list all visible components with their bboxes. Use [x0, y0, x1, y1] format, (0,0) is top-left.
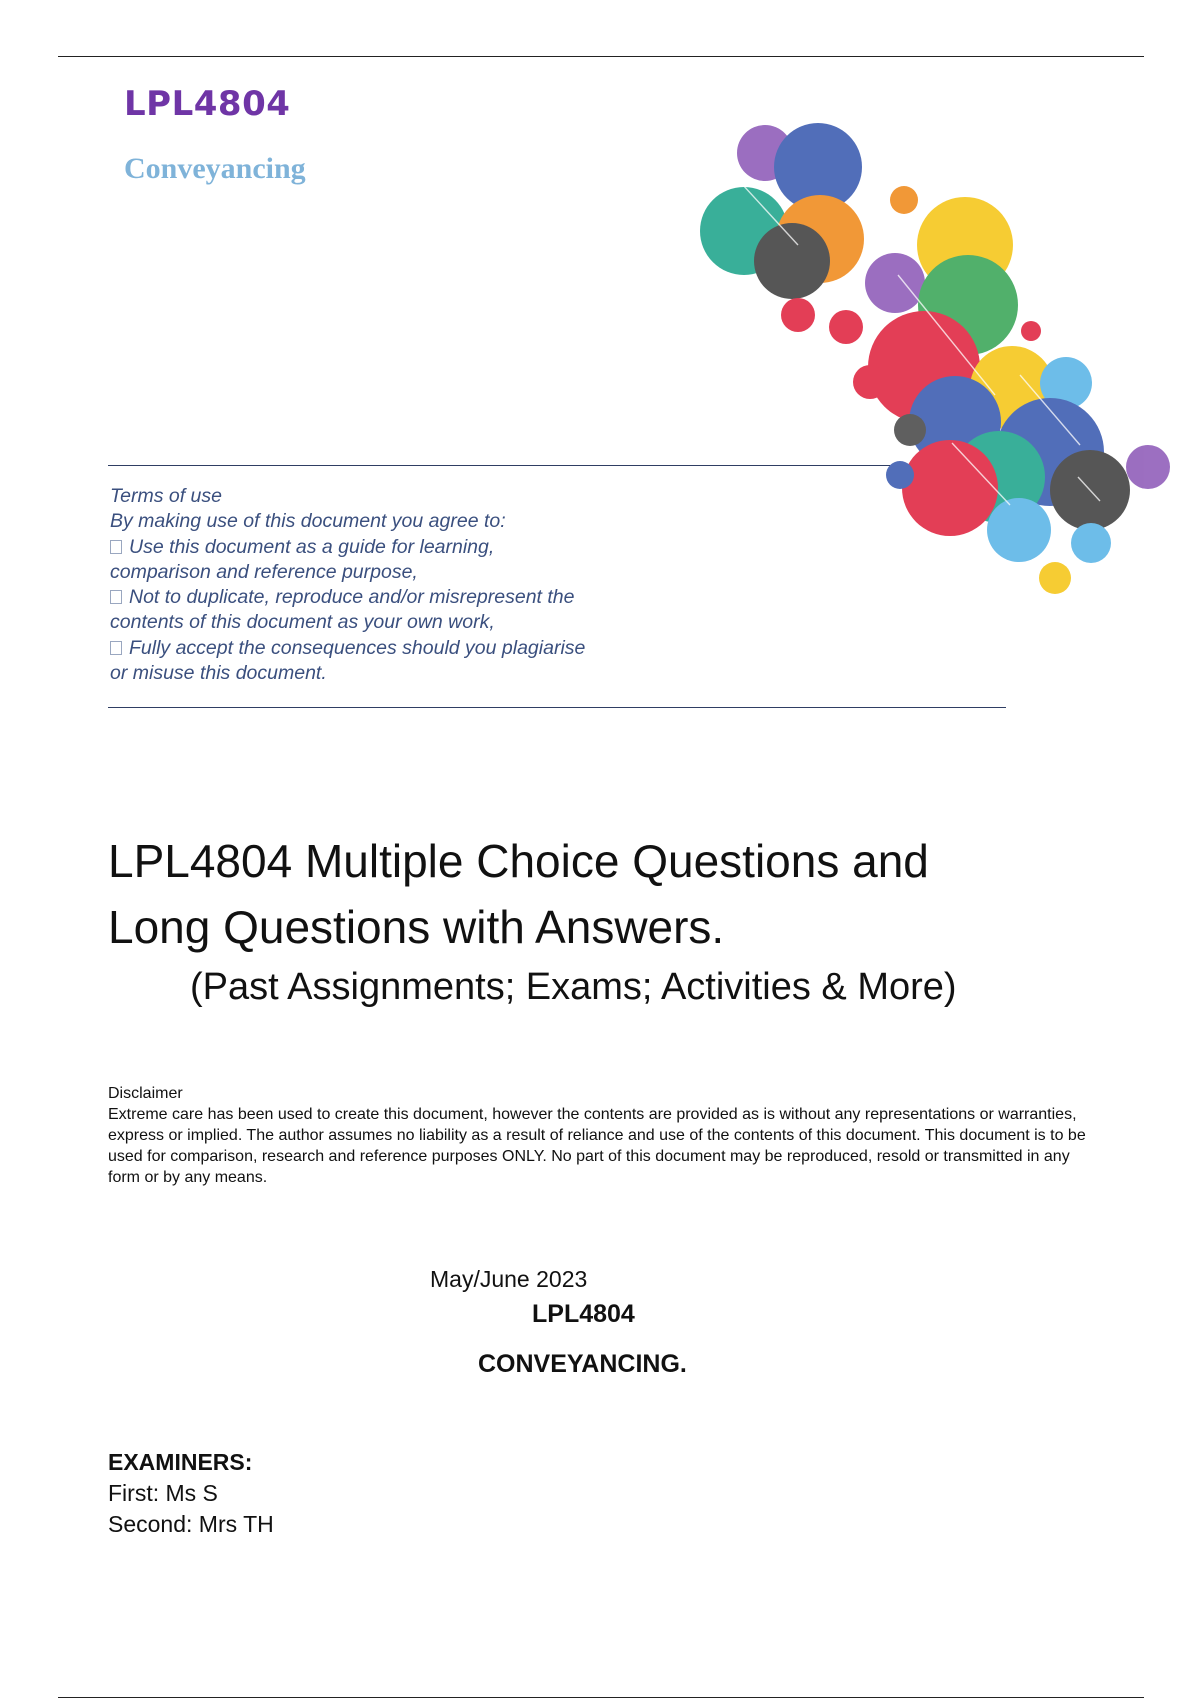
top-rule	[58, 56, 1144, 57]
terms-bottom-line	[108, 707, 1006, 708]
exam-module: CONVEYANCING.	[478, 1350, 687, 1378]
exam-date: May/June 2023	[430, 1266, 588, 1292]
terms-item: Not to duplicate, reproduce and/or misrepresent the	[110, 585, 670, 610]
disclaimer	[108, 1083, 1093, 1188]
checkbox-bullet-icon	[110, 590, 122, 604]
terms-top-line	[108, 465, 890, 466]
terms-intro: By making use of this document you agree to:	[110, 510, 506, 533]
first-examiner: First: Ms S	[108, 1480, 218, 1506]
terms-item-continued: or misuse this document.	[110, 662, 327, 685]
terms-item-continued: comparison and reference purpose,	[110, 560, 418, 583]
colorful-bubbles-icon	[690, 105, 1200, 605]
document-title	[108, 828, 1108, 960]
terms-item: Use this document as a guide for learning,	[110, 535, 670, 560]
second-examiner: Second: Mrs TH	[108, 1511, 274, 1537]
terms-item: Fully accept the consequences should you plagiarise	[110, 636, 670, 661]
examiners-label: EXAMINERS:	[108, 1449, 253, 1475]
disclaimer-text: Extreme care has been used to create this document, however the contents are provided as is without any representations or warranties, express or implied. The author assumes no liability as a result of reliance and use of the contents of this document. This document is to be used for comparison, research and reference purposes ONLY. No part of this document may be reproduced, resold or transmitted in any form or by any means.	[108, 1106, 1086, 1186]
document-title-line-1: LPL4804 Multiple Choice Questions and	[108, 835, 929, 887]
examiners-block	[108, 1447, 274, 1540]
terms-item-continued: contents of this document as your own work,	[110, 611, 495, 634]
terms-of-use	[110, 484, 670, 686]
document-subtitle: (Past Assignments; Exams; Activities & More)	[190, 966, 957, 1008]
course-code: LPL4804	[124, 84, 291, 124]
checkbox-bullet-icon	[110, 641, 122, 655]
terms-heading: Terms of use	[110, 485, 222, 507]
checkbox-bullet-icon	[110, 540, 122, 554]
document-title-line-2: Long Questions with Answers.	[108, 901, 725, 953]
course-name: Conveyancing	[124, 152, 306, 185]
disclaimer-label: Disclaimer	[108, 1085, 183, 1102]
bottom-rule	[58, 1697, 1144, 1698]
exam-code: LPL4804	[532, 1300, 635, 1328]
